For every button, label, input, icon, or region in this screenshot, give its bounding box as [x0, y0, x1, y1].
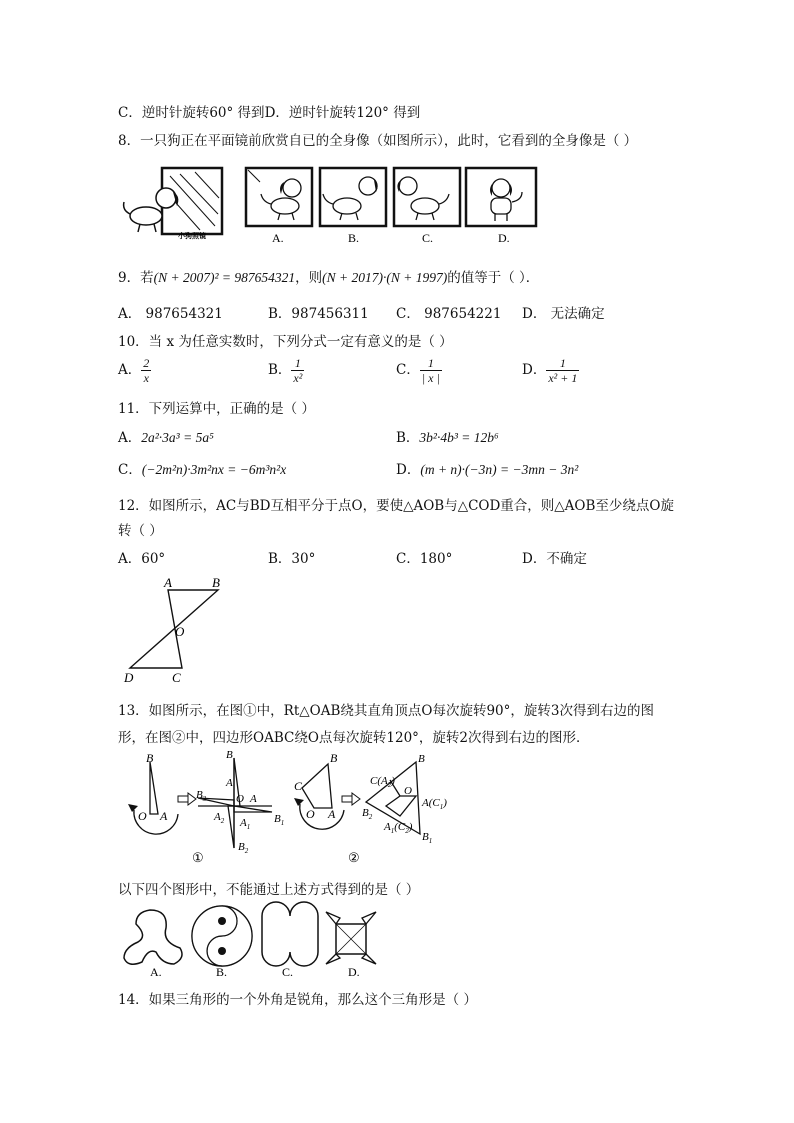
q9-option-c: C． 987654221 [396, 306, 502, 322]
q13-label-b: B. [216, 965, 228, 979]
q11-option-b [396, 426, 499, 446]
q13-option-a-figure [124, 910, 182, 964]
q12-option-c: C．180° [396, 551, 453, 567]
svg-text:A(C1): $A(C_1)$ [422, 797, 447, 811]
q12-figure [120, 574, 230, 686]
q10-option-d-fraction: $\frac{1}{\text{x² + 1}}$ [548, 356, 578, 385]
q12-point-o: O [175, 624, 185, 639]
q10-option-d [522, 356, 579, 385]
q12-point-b: B [212, 575, 220, 590]
q11-option-a-expr: 2a²·3a³ = 5a⁵ [141, 430, 214, 445]
svg-text:A2: $A_2$ [214, 811, 225, 825]
q11-option-a-label: A． [118, 430, 142, 446]
q8-option-b-figure [320, 168, 386, 226]
q13-label-d: D. [348, 965, 360, 979]
q13-question: 以下四个图形中，不能通过上述方式得到的是（ ） [118, 882, 420, 898]
q11-option-b-expr: 3b²·4b³ = 12b⁶ [419, 430, 499, 445]
q10-option-c-fraction: $\frac{1}{| x |}$ [421, 356, 440, 385]
q8-label-b: B. [348, 231, 360, 245]
svg-text:A1: $A_1$ [240, 817, 251, 831]
q12-point-d: D [124, 670, 134, 685]
q9-stem-mid: ，则 [295, 270, 323, 286]
q13-fig2-number: ② [348, 850, 360, 865]
q12-option-d: D．不确定 [522, 551, 587, 567]
q10-option-b-label: B． [268, 362, 292, 378]
q13-option-b-figure [192, 906, 252, 966]
svg-text:B: B [226, 749, 233, 761]
svg-text:B1: $B_1$ [274, 813, 285, 827]
q10-option-b [268, 356, 304, 385]
q9-expr-1: (N + 2007)² = 987654321 [153, 270, 296, 285]
q8-figure [120, 164, 470, 246]
q12-option-a: A．60° [118, 551, 166, 567]
q11-option-d [396, 458, 578, 478]
q13-label-c: C. [282, 965, 294, 979]
q13-option-figures [120, 902, 380, 980]
q13-option-c-figure [262, 902, 318, 966]
q7-options-line [118, 101, 420, 121]
svg-text:A: A [328, 807, 336, 821]
q8-label-d: D. [498, 231, 510, 245]
svg-text:B: B [146, 751, 154, 765]
q11-option-b-label: B． [396, 430, 420, 446]
q13-figure-1 [122, 750, 292, 866]
q8-caption: 小狗照镜 [178, 232, 206, 240]
q11-option-a [118, 426, 214, 446]
svg-text:C: C [294, 779, 303, 793]
q12-option-b: B．30° [268, 551, 316, 567]
svg-text:B2: $B_2$ [238, 841, 249, 855]
q7-option-c: C．逆时针旋转60° 得到 [118, 105, 265, 121]
q8-stem: 8．一只狗正在平面镜前欣赏自已的全身像（如图所示），此时，它看到的全身像是（ ） [118, 133, 638, 149]
svg-text:A: A [250, 793, 257, 805]
q13-option-d-figure [326, 912, 376, 964]
q13-stem-line-1: 13．如图所示，在图①中，Rt△OAB绕其直角顶点O每次旋转90°，旋转3次得到右边的图 [118, 703, 654, 719]
q9-option-d: D． 无法确定 [522, 306, 605, 322]
svg-text:B3: $B_3$ [196, 789, 207, 803]
q8-option-d-figure [466, 168, 546, 246]
q12-point-c: C [172, 670, 181, 685]
q13-fig1-number: ① [192, 850, 204, 865]
q9-option-b: B．987456311 [268, 306, 369, 322]
q12-point-a: A [164, 575, 172, 590]
svg-text:C(A2): $C(A_2)$ [370, 775, 395, 789]
svg-text:B2: $B_2$ [362, 807, 373, 821]
q11-option-c-label: C． [118, 462, 142, 478]
q9-stem-end: 的值等于（ ）． [447, 270, 540, 286]
q14-stem: 14．如果三角形的一个外角是锐角，那么这个三角形是（ ） [118, 992, 477, 1008]
q9-stem-start: 9．若 [118, 270, 154, 286]
svg-text:B: B [330, 751, 338, 765]
q8-option-c-figure [394, 168, 460, 226]
svg-text:O: O [236, 793, 244, 805]
q12-stem-line-2: 转（ ） [118, 523, 163, 539]
q11-option-d-label: D． [396, 462, 421, 478]
q10-option-a [118, 356, 151, 385]
q8-label-a: A. [272, 231, 284, 245]
q11-stem: 11．下列运算中，正确的是（ ） [118, 401, 315, 417]
q10-option-d-label: D． [522, 362, 547, 378]
svg-text:O: O [404, 785, 412, 797]
q11-option-c [118, 458, 286, 478]
q9-option-a: A． 987654321 [118, 306, 223, 322]
q10-option-c [396, 356, 442, 385]
q9-expr-2: (N + 2017)·(N + 1997) [322, 270, 448, 285]
svg-text:A: A [160, 809, 168, 823]
q10-option-c-label: C． [396, 362, 420, 378]
q11-option-c-expr: (−2m²n)·3m²nx = −6m³n²x [141, 462, 287, 477]
q10-option-a-fraction: $\frac{2}{x}$ [143, 356, 150, 385]
svg-text:B1: $B_1$ [422, 831, 433, 845]
q10-option-a-label: A． [118, 362, 142, 378]
svg-text:O: O [138, 809, 147, 823]
q10-option-b-fraction: $\frac{1}{\text{x²}}$ [293, 356, 303, 385]
q8-mirror-scene [124, 168, 222, 234]
q13-stem-line-2: 形，在图②中，四边形OABC绕O点每次旋转120°，旋转2次得到右边的图形． [118, 730, 590, 746]
q9-stem [118, 266, 539, 286]
q13-figure-2 [290, 750, 450, 866]
q11-option-d-expr: (m + n)·(−3n) = −3mn − 3n² [420, 462, 579, 477]
q13-label-a: A. [150, 965, 162, 979]
svg-text:B: B [418, 753, 425, 765]
q8-option-a-figure [246, 168, 312, 226]
q7-option-d: D．逆时针旋转120° 得到 [264, 105, 421, 121]
svg-text:A1(C2): $A_1(C_2)$ [384, 821, 413, 835]
svg-text:O: O [306, 807, 315, 821]
q8-label-c: C. [422, 231, 434, 245]
q10-stem: 10．当 x 为任意实数时，下列分式一定有意义的是（ ） [118, 334, 453, 350]
q12-stem-line-1: 12．如图所示，AC与BD互相平分于点O，要使△AOB与△COD重合，则△AOB至少绕点O旋 [118, 498, 674, 514]
svg-text:A: A [226, 777, 233, 789]
